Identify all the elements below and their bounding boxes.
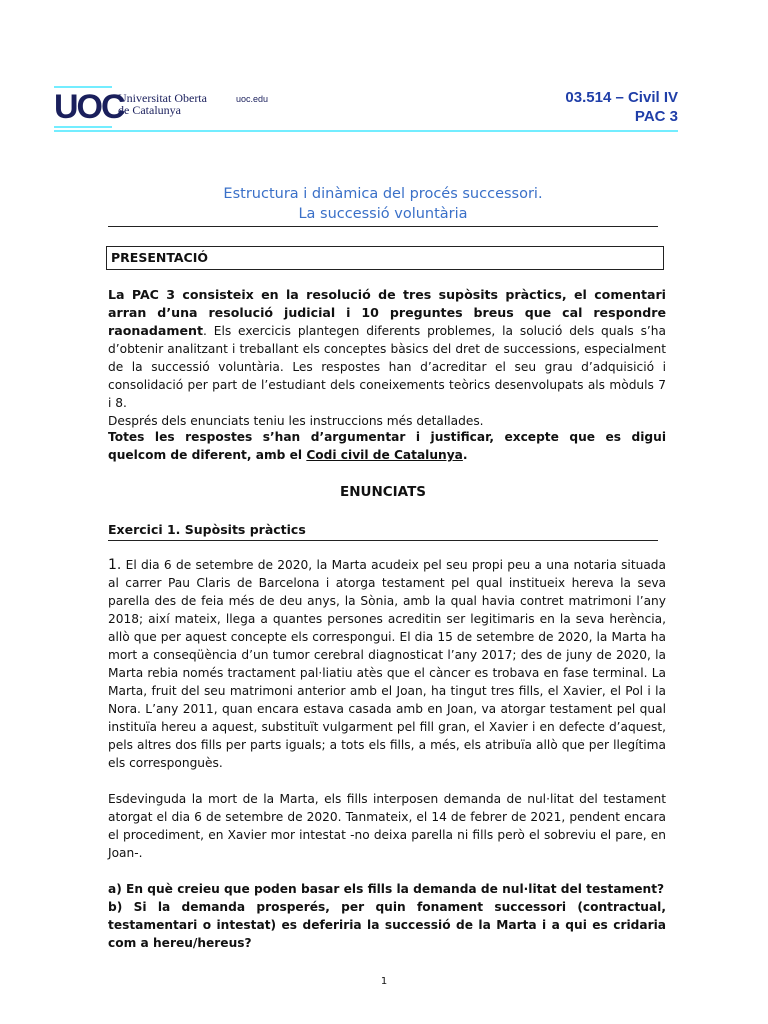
university-url[interactable]: uoc.edu — [236, 94, 269, 104]
page-number: 1 — [380, 976, 388, 987]
university-line1: Universitat Oberta — [118, 91, 207, 105]
uoc-logo-letters: UOC — [54, 88, 124, 126]
question-a: a) En què creieu que poden basar els fills la demanda de nul·litat del testament? — [108, 882, 665, 896]
question-b: b) Si la demanda prosperés, per quin fonament successori (contractual, testamentari o intestat) es deferiria la successió de la Marta i a qui es cridaria com a hereu/hereus? — [108, 900, 666, 950]
case-number: 1. — [108, 557, 122, 573]
section-box-presentacio — [106, 246, 664, 270]
header — [54, 86, 678, 130]
note-end: . — [462, 448, 468, 462]
presentation-line2: Després dels enunciats teniu les instruccions més detallades. — [108, 414, 484, 428]
presentation-paragraph — [108, 286, 666, 430]
section-label: PRESENTACIÓ — [111, 250, 209, 265]
course-info — [565, 88, 678, 126]
note-bold: Totes les respostes s’han d’argumentar i justificar, excepte que es digui quelcom de diferent, amb el — [108, 430, 666, 462]
exercise-divider — [108, 540, 658, 541]
title-divider — [108, 226, 658, 227]
university-line2: de Catalunya — [118, 103, 181, 117]
exercise-heading: Exercici 1. Supòsits pràctics — [108, 522, 306, 537]
header-divider — [54, 130, 678, 132]
case-paragraph-1 — [108, 556, 666, 772]
course-code: 03.514 – Civil IV — [565, 89, 678, 106]
uoc-logo — [54, 86, 124, 128]
codi-civil-link[interactable]: Codi civil de Catalunya — [306, 448, 463, 462]
justification-note — [108, 428, 666, 464]
case-text: El dia 6 de setembre de 2020, la Marta acudeix pel seu propi peu a una notaria situada al carrer Pau Claris de Barcelona i atorga testament pel qual instituei​x hereva la seva parella des de feia més de deu anys, la Sònia, amb la qual havia contret matrimoni l’any 2018; així mateix, llega a quantes persones acreditin ser legitimaris en la seva herència, allò que per aquest concepte els correspongui. El dia 15 de setembre de 2020, la Marta ha mort a conseqüència d’un tumor cerebral diagnosticat l’any 2017; des de juny de 2020, la Marta rebia només tractament pal·liatiu atès que el càncer es trobava en fase terminal. La Marta, fruit del seu matrimoni anterior amb el Joan, ha tingut tres fills, el Xavier, el Pol i la Nora. L’any 2011, quan encara estava casada amb en Joan, va atorgar testament pel qual instituïa hereu a aquest, substituït vulgarment pel fill gran, el Xavier i en defecte d’aquest, pels altres dos fills per parts iguals; a tots els fills, a més, els atribuïa allò que per llegítima els corresponguès. — [108, 558, 666, 770]
assignment-label: PAC 3 — [634, 108, 678, 125]
questions — [108, 880, 666, 952]
case-paragraph-2: Esdevinguda la mort de la Marta, els fills interposen demanda de nul·litat del testament atorgat el dia 6 de setembre de 2020. Tanmateix, el 14 de febrer de 2021, pendent encara el procediment, en Xavier mor intestat -no deixa parella ni fills però el sobreviu el pare, en Joan-. — [108, 792, 666, 860]
presentation-bold-intro: La PAC 3 consisteix en la resolució de tres supòsits pràctics, el comentari arran d’una resolució judicial i 10 preguntes breus que cal respondre raonadament — [108, 287, 666, 338]
enunciats-heading: ENUNCIATS — [339, 484, 427, 500]
presentation-body: . Els exercicis plantegen diferents problemes, la solució dels quals s’ha d’obtenir analitzant i treballant els conceptes bàsics del dret de successions, especialment de la successió voluntària. Les respostes han d’acreditar el seu grau d’adquisició i consolidació per part de l’estudiant dels coneixements teòrics desenvolupats als mòduls 7 i 8. — [108, 324, 666, 410]
document-title — [108, 184, 658, 224]
university-name — [118, 92, 207, 116]
title-line1: Estructura i dinàmica del procés successori. — [223, 186, 543, 202]
title-line2: La successió voluntària — [298, 206, 468, 222]
